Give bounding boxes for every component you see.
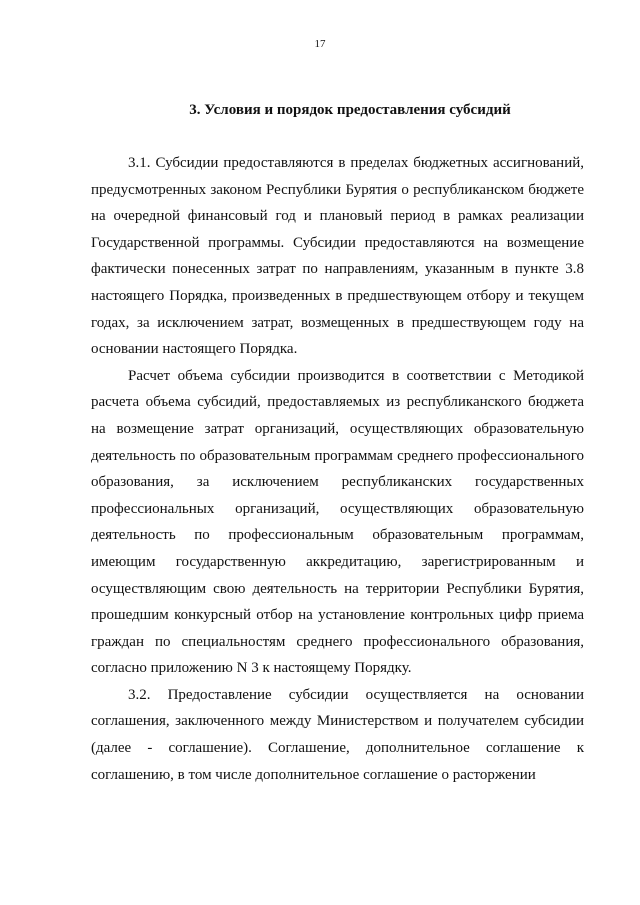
- page-number: 17: [314, 38, 326, 50]
- section-title: 3. Условия и порядок предоставления субсидий: [189, 102, 511, 118]
- paragraph-calculation: Расчет объема субсидии производится в соответствии с Методикой расчета объема субсидий, предоставляемых из республиканского бюджета на возмещение затрат организаций, осуществляющих образовательную деятельность по образовательным программам среднего профессионального образования, за исключением республиканских государственных профессиональных организаций, осуществляющих образовательную деятельность по профессиональным образовательным программам, имеющим государственную аккредитацию, зарегистрированным и осуществляющим свою деятельность на территории Республики Бурятия, прошедшим конкурсный отбор на установление контрольных цифр приема граждан по специальностям среднего профессионального образования, согласно приложению N 3 к настоящему Порядку.: [91, 367, 584, 677]
- paragraph-3-1: 3.1. Субсидии предоставляются в пределах бюджетных ассигнований, предусмотренных законом Республики Бурятия о республиканском бюджете на очередной финансовый год и плановый период в рамках реализации Государственной программы. Субсидии предоставляются на возмещение фактически понесенных затрат по направлениям, указанным в пункте 3.8 настоящего Порядка, произведенных в предшествующем отбору и текущем годах, за исключением затрат, возмещенных в предшествующем году на основании настоящего Порядка.: [91, 155, 584, 358]
- body-text: [91, 150, 584, 788]
- paragraph-3-2: 3.2. Предоставление субсидии осуществляется на основании соглашения, заключенного между Министерством и получателем субсидии (далее - соглашение). Соглашение, дополнительное соглашение к соглашению, в том числе дополнительное соглашение о расторжении: [91, 686, 584, 783]
